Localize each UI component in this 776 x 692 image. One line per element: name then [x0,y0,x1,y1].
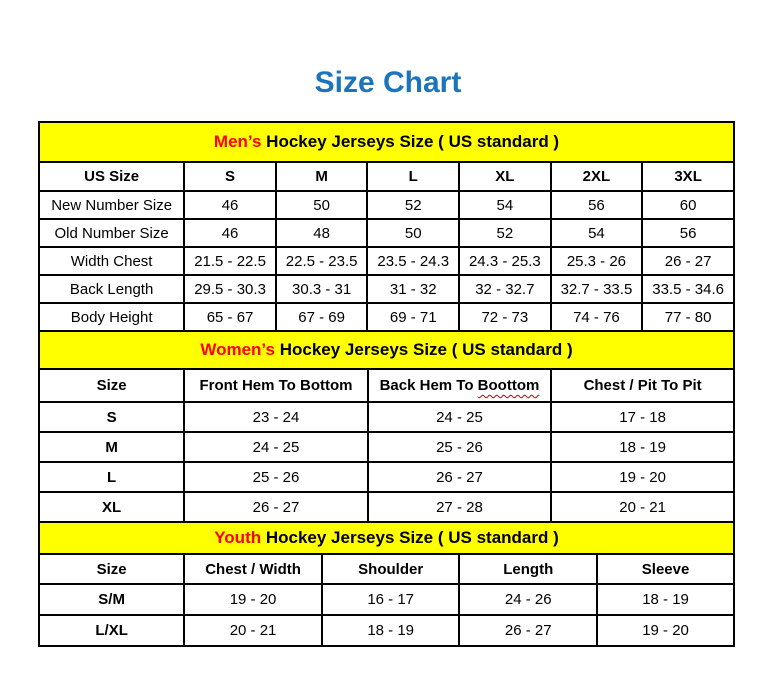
mens-row-body-height [39,303,734,331]
mens-header-cell: XL [459,162,551,191]
cell: 18 - 19 [551,432,734,462]
womens-header-size: Size [39,369,184,402]
cell: 60 [642,191,734,219]
womens-section-title-rest: Hockey Jerseys Size ( US standard ) [274,340,573,359]
mens-header-cell: US Size [39,162,184,191]
cell: 52 [367,191,459,219]
back-hem-prefix: Back Hem To [379,377,478,394]
cell: 33.5 - 34.6 [642,275,734,303]
cell: 24.3 - 25.3 [459,247,551,275]
row-label: XL [39,492,184,522]
cell: 24 - 26 [459,584,597,615]
cell: 17 - 18 [551,402,734,432]
youth-size-table [38,521,735,647]
cell: 26 - 27 [642,247,734,275]
youth-section-title-rest: Hockey Jerseys Size ( US standard ) [261,528,559,547]
cell: 56 [642,219,734,247]
womens-row-l [39,462,734,492]
cell: 31 - 32 [367,275,459,303]
mens-header-row [39,162,734,191]
womens-section-title [39,331,734,369]
mens-header-cell: 3XL [642,162,734,191]
size-chart-tables [38,121,735,647]
youth-header-cell: Length [459,554,597,584]
row-label: L/XL [39,615,184,646]
mens-section-title [39,122,734,162]
youth-header-cell: Shoulder [322,554,460,584]
cell: 25 - 26 [184,462,367,492]
youth-header-cell: Chest / Width [184,554,322,584]
cell: 25 - 26 [368,432,551,462]
youth-section-title [39,522,734,554]
youth-header-cell: Size [39,554,184,584]
cell: 74 - 76 [551,303,643,331]
cell: 69 - 71 [367,303,459,331]
cell: 20 - 21 [184,615,322,646]
row-label: S [39,402,184,432]
row-label: New Number Size [39,191,184,219]
youth-section-title-red: Youth [214,528,262,547]
cell: 19 - 20 [184,584,322,615]
cell: 50 [367,219,459,247]
back-hem-misspelled-word: Boottom [477,377,540,394]
cell: 26 - 27 [368,462,551,492]
youth-row-lxl [39,615,734,646]
cell: 65 - 67 [184,303,276,331]
mens-section-title-red: Men’s [213,132,262,151]
cell: 46 [184,219,276,247]
mens-row-width-chest [39,247,734,275]
cell: 54 [459,191,551,219]
cell: 25.3 - 26 [551,247,643,275]
row-label: Back Length [39,275,184,303]
cell: 21.5 - 22.5 [184,247,276,275]
mens-row-old-number [39,219,734,247]
cell: 23.5 - 24.3 [367,247,459,275]
mens-row-back-length [39,275,734,303]
cell: 19 - 20 [597,615,734,646]
womens-section-band [39,331,734,369]
mens-header-cell: 2XL [551,162,643,191]
cell: 20 - 21 [551,492,734,522]
mens-header-cell: S [184,162,276,191]
row-label: M [39,432,184,462]
cell: 46 [184,191,276,219]
womens-row-s [39,402,734,432]
cell: 24 - 25 [184,432,367,462]
youth-header-row [39,554,734,584]
mens-size-table [38,121,735,332]
cell: 67 - 69 [276,303,368,331]
cell: 26 - 27 [184,492,367,522]
page-title: Size Chart [314,66,462,99]
youth-row-sm [39,584,734,615]
cell: 52 [459,219,551,247]
row-label: Width Chest [39,247,184,275]
cell: 24 - 25 [368,402,551,432]
womens-section-title-red: Women’s [200,340,275,359]
womens-header-front-hem: Front Hem To Bottom [184,369,367,402]
cell: 48 [276,219,368,247]
youth-section-band [39,522,734,554]
cell: 18 - 19 [322,615,460,646]
cell: 50 [276,191,368,219]
row-label: Body Height [39,303,184,331]
row-label: S/M [39,584,184,615]
womens-header-row [39,369,734,402]
cell: 54 [551,219,643,247]
cell: 27 - 28 [368,492,551,522]
womens-row-xl [39,492,734,522]
womens-header-back-hem [368,369,551,402]
womens-size-table [38,330,735,523]
mens-section-band [39,122,734,162]
mens-section-title-rest: Hockey Jerseys Size ( US standard ) [261,132,560,151]
cell: 77 - 80 [642,303,734,331]
mens-row-new-number [39,191,734,219]
cell: 32.7 - 33.5 [551,275,643,303]
cell: 26 - 27 [459,615,597,646]
cell: 18 - 19 [597,584,734,615]
cell: 22.5 - 23.5 [276,247,368,275]
womens-header-chest: Chest / Pit To Pit [551,369,734,402]
youth-header-cell: Sleeve [597,554,734,584]
cell: 19 - 20 [551,462,734,492]
mens-header-cell: M [276,162,368,191]
cell: 23 - 24 [184,402,367,432]
mens-header-cell: L [367,162,459,191]
womens-row-m [39,432,734,462]
row-label: L [39,462,184,492]
row-label: Old Number Size [39,219,184,247]
cell: 56 [551,191,643,219]
cell: 16 - 17 [322,584,460,615]
cell: 32 - 32.7 [459,275,551,303]
cell: 30.3 - 31 [276,275,368,303]
cell: 72 - 73 [459,303,551,331]
cell: 29.5 - 30.3 [184,275,276,303]
